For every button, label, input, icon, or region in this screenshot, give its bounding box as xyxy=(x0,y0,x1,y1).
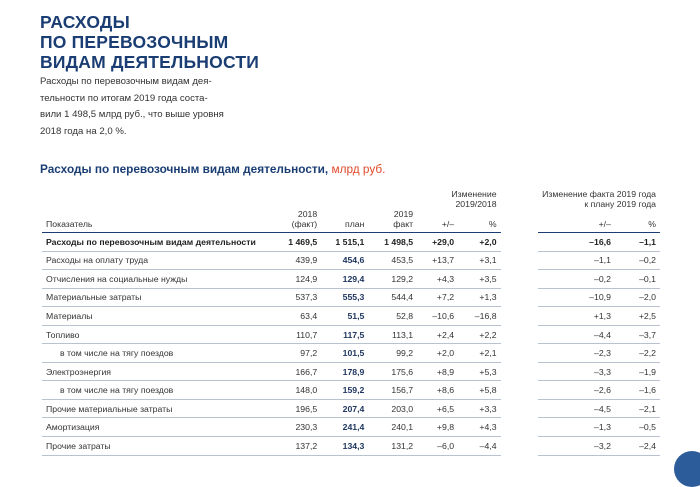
cell-ch-pct: +1,3 xyxy=(458,288,500,307)
header-2019-top xyxy=(321,189,417,209)
cell-vp-abs: –10,9 xyxy=(538,288,615,307)
cell-ch-abs: +13,7 xyxy=(417,251,458,270)
row-gap xyxy=(501,362,539,381)
cell-vp-abs: –2,3 xyxy=(538,344,615,363)
cell-vp-pct: –0,1 xyxy=(615,270,660,289)
table-row xyxy=(42,288,660,307)
table-row xyxy=(42,418,660,437)
row-gap xyxy=(501,270,539,289)
header-row-top xyxy=(42,189,660,209)
cell-ch-pct: +2,2 xyxy=(458,325,500,344)
cell-fact: 113,1 xyxy=(368,325,417,344)
cell-plan: 241,4 xyxy=(321,418,368,437)
table-title-unit: млрд руб. xyxy=(328,162,386,176)
cell-fact: 1 498,5 xyxy=(368,233,417,252)
table-body xyxy=(42,233,660,456)
cell-ch-abs: +6,5 xyxy=(417,399,458,418)
cell-vp-abs: –4,5 xyxy=(538,399,615,418)
header-2018 xyxy=(271,189,321,209)
cell-plan: 555,3 xyxy=(321,288,368,307)
cell-vp-abs: –16,6 xyxy=(538,233,615,252)
row-label: Отчисления на социальные нужды xyxy=(42,270,271,289)
header-gap xyxy=(501,189,539,209)
header-change-abs: +/– xyxy=(417,209,458,233)
cell-ch-pct: +5,3 xyxy=(458,362,500,381)
cell-vp-pct: –1,6 xyxy=(615,381,660,400)
cell-vp-pct: –2,4 xyxy=(615,437,660,456)
cell-fact: 203,0 xyxy=(368,399,417,418)
cell-y2018: 137,2 xyxy=(271,437,321,456)
table-row xyxy=(42,399,660,418)
header-plan: план xyxy=(321,209,368,233)
expenses-table xyxy=(42,189,660,456)
page-corner-badge xyxy=(674,451,700,487)
row-label: в том числе на тягу поездов xyxy=(42,381,271,400)
table-title xyxy=(40,162,385,176)
cell-fact: 175,6 xyxy=(368,362,417,381)
header-vs-plan-pct: % xyxy=(615,209,660,233)
cell-fact: 131,2 xyxy=(368,437,417,456)
cell-ch-abs: +9,8 xyxy=(417,418,458,437)
header-change xyxy=(417,189,500,209)
cell-y2018: 110,7 xyxy=(271,325,321,344)
table-row xyxy=(42,344,660,363)
row-gap xyxy=(501,233,539,252)
cell-plan: 1 515,1 xyxy=(321,233,368,252)
table-row xyxy=(42,362,660,381)
header-gap xyxy=(501,209,539,233)
table-title-text: Расходы по перевозочным видам деятельности, xyxy=(40,162,329,176)
table-row xyxy=(42,270,660,289)
cell-plan: 101,5 xyxy=(321,344,368,363)
cell-vp-abs: –1,3 xyxy=(538,418,615,437)
cell-ch-abs: +8,9 xyxy=(417,362,458,381)
row-gap xyxy=(501,418,539,437)
cell-vp-pct: –2,0 xyxy=(615,288,660,307)
cell-fact: 99,2 xyxy=(368,344,417,363)
cell-y2018: 439,9 xyxy=(271,251,321,270)
table-row xyxy=(42,233,660,252)
header-fact-label: факт xyxy=(393,219,414,229)
header-change-pct: % xyxy=(458,209,500,233)
header-vs-plan-abs: +/– xyxy=(538,209,615,233)
cell-y2018: 148,0 xyxy=(271,381,321,400)
intro-line: тельности по итогам 2019 года соста- xyxy=(40,92,208,104)
row-label: Расходы на оплату труда xyxy=(42,251,271,270)
cell-ch-pct: +3,5 xyxy=(458,270,500,289)
cell-ch-abs: +8,6 xyxy=(417,381,458,400)
cell-y2018: 97,2 xyxy=(271,344,321,363)
cell-vp-abs: –4,4 xyxy=(538,325,615,344)
row-label: Материалы xyxy=(42,307,271,326)
cell-plan: 51,5 xyxy=(321,307,368,326)
table-row xyxy=(42,325,660,344)
cell-plan: 159,2 xyxy=(321,381,368,400)
cell-y2018: 196,5 xyxy=(271,399,321,418)
cell-ch-abs: +7,2 xyxy=(417,288,458,307)
cell-ch-pct: +2,0 xyxy=(458,233,500,252)
cell-vp-pct: –1,1 xyxy=(615,233,660,252)
cell-ch-abs: –6,0 xyxy=(417,437,458,456)
page-heading-line: ВИДАМ ДЕЯТЕЛЬНОСТИ xyxy=(40,52,260,72)
header-change-line: Изменение xyxy=(451,189,497,199)
row-gap xyxy=(501,288,539,307)
cell-plan: 117,5 xyxy=(321,325,368,344)
cell-ch-abs: +29,0 xyxy=(417,233,458,252)
cell-vp-pct: –0,2 xyxy=(615,251,660,270)
cell-plan: 178,9 xyxy=(321,362,368,381)
cell-vp-abs: –2,6 xyxy=(538,381,615,400)
table-row xyxy=(42,381,660,400)
table-row xyxy=(42,307,660,326)
cell-fact: 240,1 xyxy=(368,418,417,437)
cell-plan: 134,3 xyxy=(321,437,368,456)
cell-fact: 544,4 xyxy=(368,288,417,307)
cell-y2018: 63,4 xyxy=(271,307,321,326)
cell-fact: 129,2 xyxy=(368,270,417,289)
cell-ch-pct: +3,1 xyxy=(458,251,500,270)
row-gap xyxy=(501,437,539,456)
header-vs-plan-line: Изменение факта 2019 года xyxy=(542,189,656,199)
cell-fact: 52,8 xyxy=(368,307,417,326)
header-vs-plan xyxy=(538,189,660,209)
page-heading xyxy=(40,12,259,72)
row-gap xyxy=(501,325,539,344)
cell-vp-pct: –2,1 xyxy=(615,399,660,418)
row-label: Материальные затраты xyxy=(42,288,271,307)
cell-y2018: 1 469,5 xyxy=(271,233,321,252)
cell-ch-abs: +2,4 xyxy=(417,325,458,344)
cell-y2018: 124,9 xyxy=(271,270,321,289)
header-vs-plan-line: к плану 2019 года xyxy=(584,199,656,209)
row-label: Амортизация xyxy=(42,418,271,437)
row-label: Прочие затраты xyxy=(42,437,271,456)
cell-vp-abs: –3,2 xyxy=(538,437,615,456)
cell-fact: 156,7 xyxy=(368,381,417,400)
cell-ch-abs: +2,0 xyxy=(417,344,458,363)
header-indicator-top: Показатель xyxy=(42,189,271,233)
cell-y2018: 230,3 xyxy=(271,418,321,437)
row-label: Прочие материальные затраты xyxy=(42,399,271,418)
cell-vp-abs: –3,3 xyxy=(538,362,615,381)
cell-vp-abs: +1,3 xyxy=(538,307,615,326)
cell-vp-pct: –2,2 xyxy=(615,344,660,363)
row-label: Электроэнергия xyxy=(42,362,271,381)
cell-ch-pct: +5,8 xyxy=(458,381,500,400)
page-heading-line: РАСХОДЫ xyxy=(40,12,130,32)
cell-fact: 453,5 xyxy=(368,251,417,270)
page-heading-line: ПО ПЕРЕВОЗОЧНЫМ xyxy=(40,32,229,52)
header-2018-kind: (факт) xyxy=(291,219,318,229)
row-gap xyxy=(501,399,539,418)
cell-ch-pct: –4,4 xyxy=(458,437,500,456)
cell-plan: 454,6 xyxy=(321,251,368,270)
row-gap xyxy=(501,307,539,326)
cell-ch-pct: +3,3 xyxy=(458,399,500,418)
intro-line: вили 1 498,5 млрд руб., что выше уровня xyxy=(40,109,224,121)
table-row xyxy=(42,437,660,456)
row-label: Расходы по перевозочным видам деятельности xyxy=(42,233,271,252)
header-fact xyxy=(368,209,417,233)
cell-plan: 207,4 xyxy=(321,399,368,418)
cell-y2018: 166,7 xyxy=(271,362,321,381)
cell-vp-abs: –1,1 xyxy=(538,251,615,270)
row-gap xyxy=(501,344,539,363)
cell-ch-abs: +4,3 xyxy=(417,270,458,289)
cell-ch-pct: +4,3 xyxy=(458,418,500,437)
cell-vp-pct: –1,9 xyxy=(615,362,660,381)
cell-vp-abs: –0,2 xyxy=(538,270,615,289)
cell-vp-pct: –0,5 xyxy=(615,418,660,437)
header-2018-year: 2018 xyxy=(297,209,318,219)
table-row xyxy=(42,251,660,270)
intro-line: 2018 года на 2,0 %. xyxy=(40,125,127,137)
cell-ch-pct: –16,8 xyxy=(458,307,500,326)
cell-vp-pct: +2,5 xyxy=(615,307,660,326)
cell-ch-abs: –10,6 xyxy=(417,307,458,326)
cell-plan: 129,4 xyxy=(321,270,368,289)
header-2018-fact xyxy=(271,209,321,233)
cell-ch-pct: +2,1 xyxy=(458,344,500,363)
header-change-line: 2019/2018 xyxy=(455,199,497,209)
header-2019-year: 2019 xyxy=(393,209,414,219)
intro-line: Расходы по перевозочным видам дея- xyxy=(40,76,212,87)
intro-paragraph xyxy=(40,74,240,140)
row-gap xyxy=(501,251,539,270)
row-label: в том числе на тягу поездов xyxy=(42,344,271,363)
cell-vp-pct: –3,7 xyxy=(615,325,660,344)
table-header xyxy=(42,189,660,233)
row-gap xyxy=(501,381,539,400)
row-label: Топливо xyxy=(42,325,271,344)
cell-y2018: 537,3 xyxy=(271,288,321,307)
